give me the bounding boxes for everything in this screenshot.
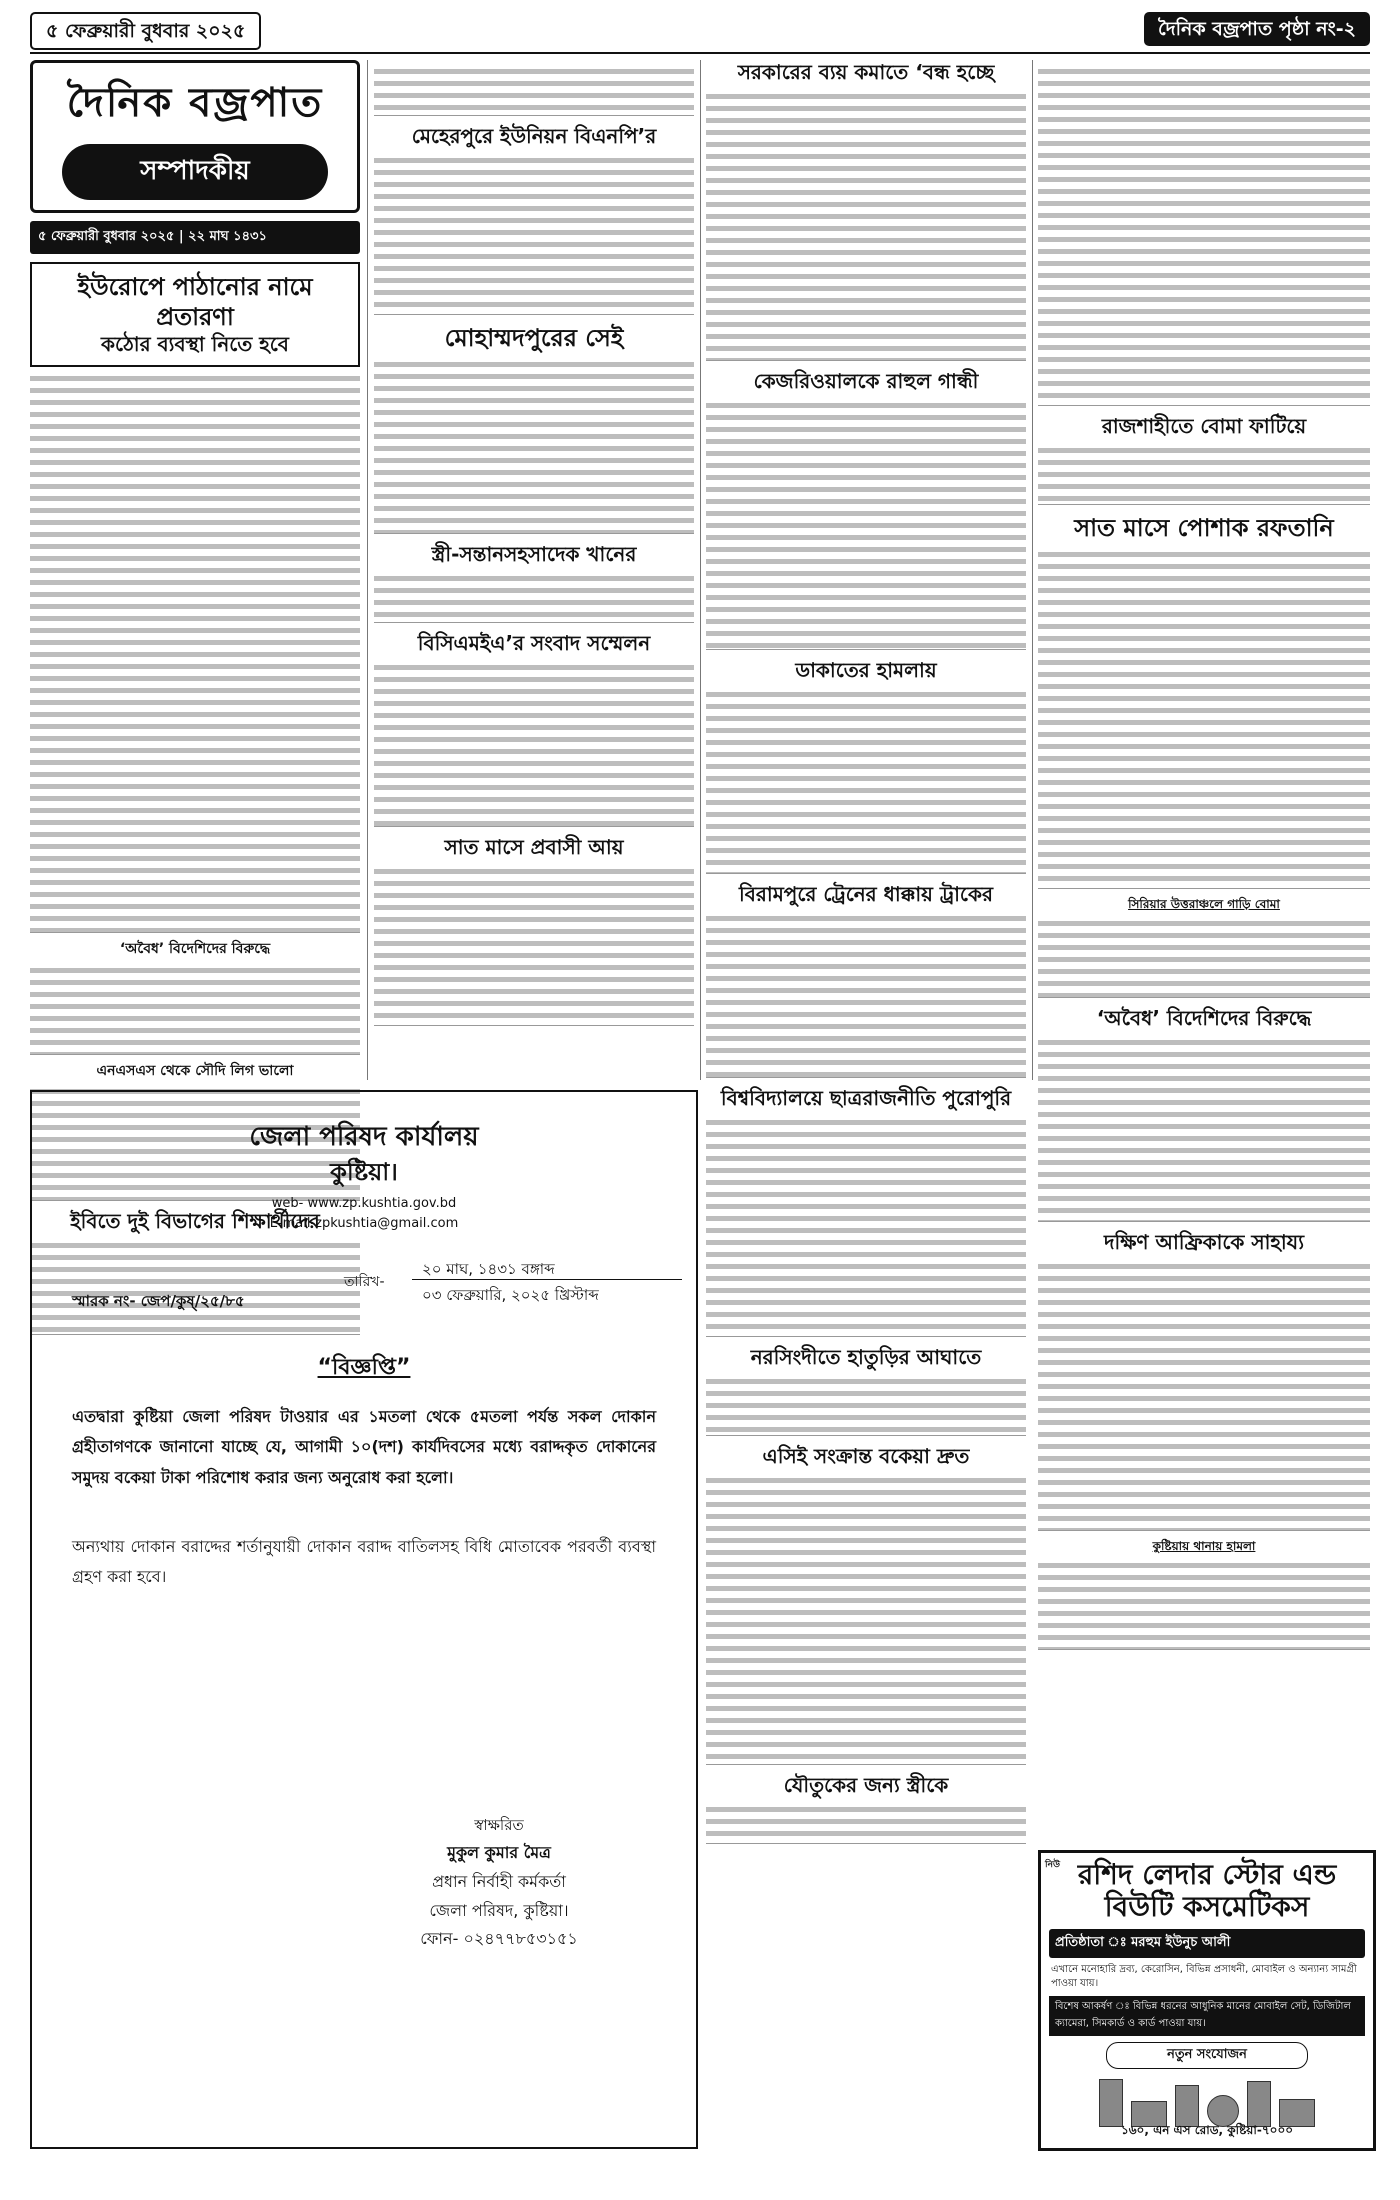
column-divider bbox=[1032, 60, 1033, 1080]
article bbox=[1038, 1539, 1370, 1650]
article bbox=[30, 941, 360, 1055]
article-body bbox=[374, 65, 694, 116]
signature-name: মুকুল কুমার মৈত্র bbox=[447, 1843, 551, 1862]
article-headline: এসিই সংক্রান্ত বকেয়া দ্রুত bbox=[762, 1444, 970, 1468]
header-paper-name: দৈনিক বজ্রপাত bbox=[1157, 18, 1273, 40]
article bbox=[1038, 1230, 1370, 1531]
article-body bbox=[706, 90, 1026, 361]
ad-badge: নিউ bbox=[1045, 1860, 1060, 1870]
article-body bbox=[706, 399, 1026, 650]
article-headline: বিরামপুরে ট্রেনের ধাক্কায় ট্রাকের bbox=[739, 882, 993, 906]
article-headline: যৌতুকের জন্য স্ত্রীকে bbox=[783, 1773, 949, 1797]
editorial-subhead: কঠোর ব্যবস্থা নিতে হবে bbox=[101, 332, 289, 356]
article-body bbox=[1038, 1559, 1370, 1650]
article bbox=[1038, 414, 1370, 505]
signature-label: স্বাক্ষরিত bbox=[474, 1816, 524, 1834]
article bbox=[706, 882, 1026, 1078]
article-body bbox=[706, 1375, 1026, 1436]
article-body bbox=[374, 358, 694, 534]
notice-date-label: তারিখ- bbox=[344, 1274, 385, 1290]
article bbox=[374, 835, 694, 1026]
article-headline: স্ত্রী-সন্তানসহসাদেক খানের bbox=[431, 542, 637, 566]
article bbox=[706, 1773, 1026, 1844]
notice-heading: “বিজ্ঞপ্তি” bbox=[317, 1355, 411, 1380]
masthead-dateline: ৫ ফেব্রুয়ারী বুধবার ২০২৫ | ২২ মাঘ ১৪৩১ bbox=[30, 221, 360, 254]
council-notice bbox=[30, 1090, 698, 2149]
header-page-label: পৃষ্ঠা নং-২ bbox=[1278, 18, 1356, 40]
article-body bbox=[374, 154, 694, 315]
article-body bbox=[706, 688, 1026, 874]
header-divider bbox=[30, 52, 1370, 54]
article bbox=[374, 323, 694, 534]
signature-org: জেলা পরিষদ, কুষ্টিয়া। bbox=[429, 1900, 569, 1920]
article-body bbox=[706, 1803, 1026, 1844]
column-3 bbox=[706, 60, 1026, 1844]
page-header-bar bbox=[30, 12, 1370, 46]
article-body bbox=[706, 912, 1026, 1078]
article-headline: রাজশাহীতে বোমা ফাটিয়ে bbox=[1101, 414, 1307, 438]
ad-new-collection: নতুন সংযোজন bbox=[1106, 2042, 1307, 2069]
article bbox=[374, 124, 694, 315]
article bbox=[374, 631, 694, 827]
article-body bbox=[374, 865, 694, 1026]
article-headline: দক্ষিণ আফ্রিকাকে সাহায্য bbox=[1103, 1230, 1304, 1254]
notice-district: কুষ্টিয়া। bbox=[330, 1158, 398, 1186]
masthead bbox=[30, 60, 360, 213]
column-divider bbox=[700, 60, 701, 1080]
article-body bbox=[30, 964, 360, 1055]
article-body bbox=[706, 1474, 1026, 1765]
article-headline: সরকারের ব্যয় কমাতে ‘বন্ধ হচ্ছে bbox=[737, 60, 995, 84]
signature-title: প্রধান নির্বাহী কর্মকর্তা bbox=[432, 1871, 566, 1891]
header-date: ৫ ফেব্রুয়ারী বুধবার ২০২৫ bbox=[30, 12, 261, 50]
phone-icon bbox=[1247, 2081, 1271, 2127]
article bbox=[1038, 513, 1370, 889]
editorial-article bbox=[30, 262, 360, 933]
editorial-headline: ইউরোপে পাঠানোর নামে প্রতারণা bbox=[77, 273, 313, 331]
article-headline: কেজরিওয়ালকে রাহুল গান্ধী bbox=[753, 369, 979, 393]
article-headline: ইবিতে দুই বিভাগের শিক্ষার্থীদের bbox=[70, 1209, 320, 1233]
article bbox=[706, 1345, 1026, 1436]
article bbox=[1038, 1006, 1370, 1222]
notice-reference: স্মারক নং- জেপ/কুষ্/২৫/৮৫ bbox=[72, 1292, 245, 1310]
notice-paragraph-2: অন্যথায় দোকান বরাদ্দের শর্তানুযায়ী দোকান বরাদ্দ বাতিলসহ বিধি মোতাবেক পরবর্তী ব্যবস্থা গ্রহণ করা হবে। bbox=[72, 1537, 656, 1587]
article bbox=[706, 60, 1026, 361]
article bbox=[374, 542, 694, 623]
ad-shop-name: রশিদ লেদার স্টোর এন্ড বিউটি কসমেটিকস bbox=[1077, 1858, 1337, 1924]
article-headline: ডাকাতের হামলায় bbox=[795, 658, 937, 682]
notice-signature bbox=[332, 1812, 666, 1954]
article-body bbox=[1038, 1036, 1370, 1222]
article-body bbox=[374, 572, 694, 623]
notice-email: E-mail-zpkushtia@gmail.com bbox=[269, 1216, 459, 1231]
article-body bbox=[374, 661, 694, 827]
header-page-info bbox=[1144, 12, 1370, 46]
article bbox=[706, 1444, 1026, 1765]
article-headline: সিরিয়ার উত্তরাঞ্চলে গাড়ি বোমা bbox=[1128, 897, 1280, 911]
article bbox=[706, 369, 1026, 650]
column-4 bbox=[1038, 60, 1370, 1650]
shop-advertisement bbox=[1038, 1850, 1376, 2151]
notice-date-english: ০৩ ফেব্রুয়ারি, ২০২৫ খ্রিস্টাব্দ bbox=[422, 1286, 599, 1304]
article-headline: নরসিংদীতে হাতুড়ির আঘাতে bbox=[750, 1345, 982, 1369]
article-headline: সাত মাসে পোশাক রফতানি bbox=[1074, 514, 1334, 542]
article-body bbox=[1038, 917, 1370, 998]
section-banner: সম্পাদকীয় bbox=[62, 144, 327, 200]
column-2 bbox=[374, 60, 694, 1026]
article-headline: সাত মাসে প্রবাসী আয় bbox=[444, 835, 624, 859]
masthead-name: দৈনিক বজ্রপাত bbox=[66, 80, 324, 126]
article-body bbox=[1038, 548, 1370, 889]
article-headline: কুষ্টিয়ায় থানায় হামলা bbox=[1152, 1539, 1256, 1553]
article-body bbox=[1038, 1260, 1370, 1531]
article-headline: ‘অবৈধ’ বিদেশিদের বিরুদ্ধে bbox=[1096, 1006, 1312, 1030]
notice-office: জেলা পরিষদ কার্যালয় bbox=[249, 1122, 479, 1152]
ad-product-images bbox=[1051, 2075, 1363, 2127]
article-headline: ‘অবৈধ’ বিদেশিদের বিরুদ্ধে bbox=[119, 941, 271, 957]
notice-date-bangla: ২০ মাঘ, ১৪৩১ বঙ্গাব্দ bbox=[422, 1260, 555, 1278]
ad-founder: প্রতিষ্ঠাতা ঃ মরহুম ইউনুচ আলী bbox=[1049, 1929, 1365, 1958]
column-divider bbox=[367, 60, 368, 1080]
article-headline: এনএসএস থেকে সৌদি লিগ ভালো bbox=[96, 1062, 294, 1079]
article bbox=[1038, 897, 1370, 998]
article bbox=[706, 1086, 1026, 1337]
article-body bbox=[30, 372, 360, 933]
editorial-headline-box bbox=[30, 262, 360, 367]
article-headline: মেহেরপুরে ইউনিয়ন বিএনপি’র bbox=[411, 124, 657, 148]
article-body bbox=[706, 1116, 1026, 1337]
article-headline: বিসিএমইএ’র সংবাদ সম্মেলন bbox=[417, 631, 651, 655]
ad-address: ১৬০, এন এস রোড, কুষ্টিয়া-৭০০০ bbox=[1120, 2123, 1294, 2137]
ad-description: এখানে মনোহারি দ্রব্য, কেরোসিন, বিভিন্ন প্রসাধনী, মোবাইল ও অন্যান্য সামগ্রী পাওয়া যায়। bbox=[1051, 1964, 1357, 1990]
article-body bbox=[1038, 444, 1370, 505]
article-headline: মোহাম্মদপুরের সেই bbox=[444, 324, 624, 352]
ad-special-offer: বিশেষ আকর্ষণ ঃ বিভিন্ন ধরনের আধুনিক মানের মোবাইল সেট, ডিজিটাল ক্যামেরা, সিমকার্ড ও কার্ড পাওয়া যায়। bbox=[1049, 1996, 1365, 2036]
notice-paragraph-1: এতদ্বারা কুষ্টিয়া জেলা পরিষদ টাওয়ার এর ১মতলা থেকে ৫মতলা পর্যন্ত সকল দোকান গ্রহীতাগণকে জানানো যাচ্ছে যে, আগামী ১০(দশ) কার্যদিবসের মধ্যে বরাদ্দকৃত দোকানের সমুদয় বকেয়া টাকা পরিশোধ করার জন্য অনুরোধ করা হলো। bbox=[72, 1407, 656, 1487]
notice-website: web- www.zp.kushtia.gov.bd bbox=[271, 1196, 457, 1211]
article-body bbox=[1038, 65, 1370, 406]
phone-icon bbox=[1099, 2079, 1123, 2127]
notice-date-divider bbox=[412, 1279, 682, 1280]
signature-phone: ফোন- ০২৪৭৭৮৫৩১৫১ bbox=[420, 1929, 578, 1949]
article bbox=[706, 658, 1026, 874]
article-headline: বিশ্ববিদ্যালয়ে ছাত্ররাজনীতি পুরোপুরি bbox=[720, 1086, 1012, 1110]
